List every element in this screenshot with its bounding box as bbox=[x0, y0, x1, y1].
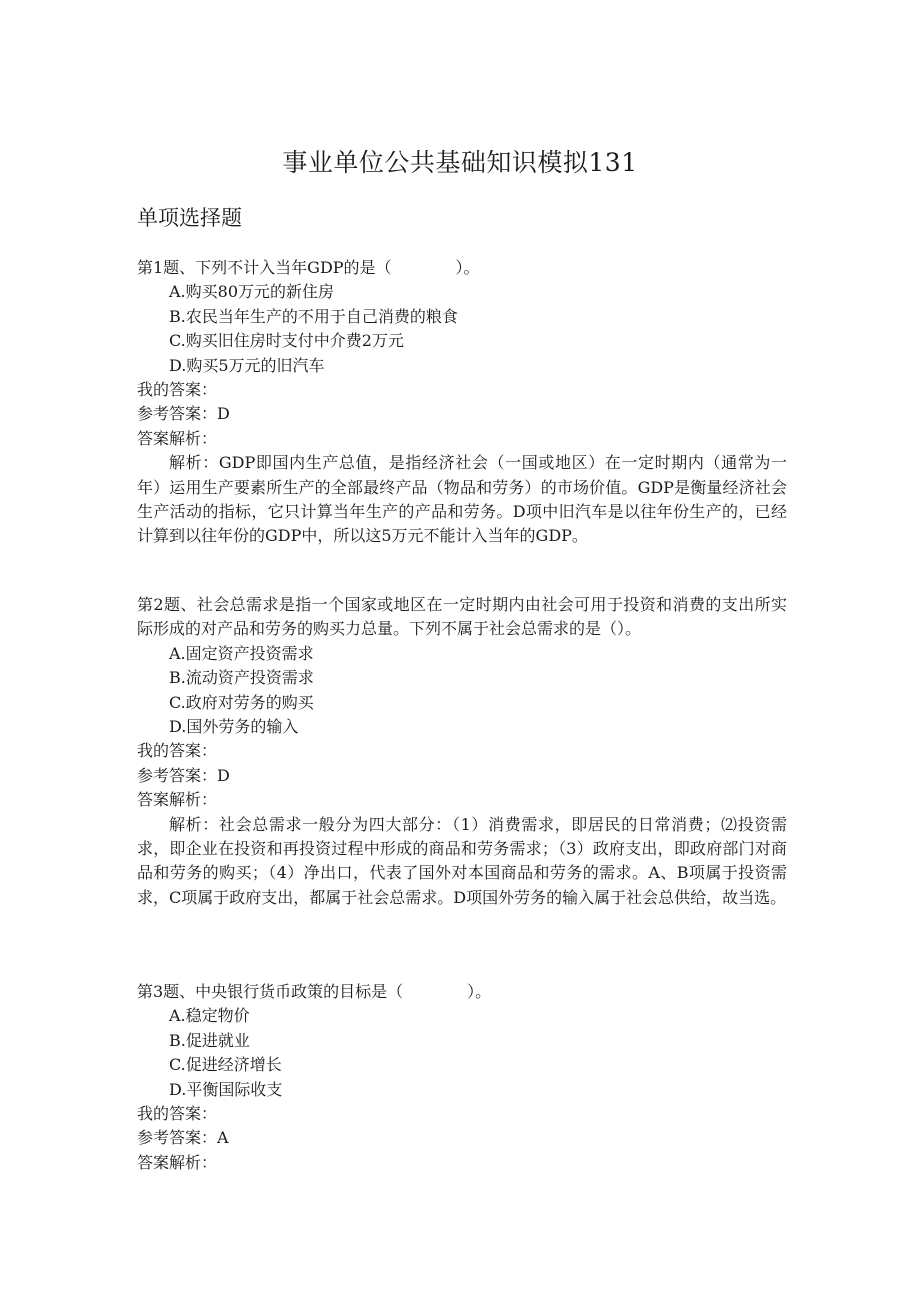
page-title: 事业单位公共基础知识模拟131 bbox=[282, 148, 638, 177]
option-a: A.固定资产投资需求 bbox=[169, 643, 314, 663]
question-block bbox=[137, 980, 787, 1175]
my-answer: 我的答案： bbox=[137, 380, 218, 400]
question-stem: 第2题、社会总需求是指一个国家或地区在一定时期内由社会可用于投资和消费的支出所实际形成的对产品和劳务的购买力总量。下列不属于社会总需求的是（）。 bbox=[137, 595, 787, 639]
option-c: C.促进经济增长 bbox=[169, 1055, 282, 1075]
section-heading: 单项选择题 bbox=[137, 206, 242, 230]
question-block bbox=[137, 593, 787, 910]
reference-answer: 参考答案：A bbox=[137, 1128, 229, 1148]
option-b: B.农民当年生产的不用于自己消费的粮食 bbox=[169, 306, 458, 326]
option-a: A.购买80万元的新住房 bbox=[169, 282, 335, 302]
my-answer: 我的答案： bbox=[137, 741, 218, 761]
question-stem: 第3题、中央银行货币政策的目标是（ ）。 bbox=[137, 982, 492, 1001]
question-block bbox=[137, 256, 787, 549]
option-b: B.促进就业 bbox=[169, 1030, 250, 1050]
option-c: C.购买旧住房时支付中介费2万元 bbox=[169, 331, 404, 351]
explanation-text: 解析：社会总需求一般分为四大部分：（1）消费需求，即居民的日常消费；⑵投资需求，即企业在投资和再投资过程中形成的商品和劳务需求；（3）政府支出，即政府部门对商品和劳务的购买；（4）净出口，代表了国外对本国商品和劳务的需求。A、B项属于投资需求，C项属于政府支出，都属于社会总需求。D项国外劳务的输入属于社会总供给，故当选。 bbox=[137, 814, 787, 907]
explanation-label: 答案解析： bbox=[137, 790, 218, 810]
my-answer: 我的答案： bbox=[137, 1104, 218, 1124]
option-b: B.流动资产投资需求 bbox=[169, 668, 314, 688]
explanation-label: 答案解析： bbox=[137, 428, 218, 448]
option-d: D.平衡国际收支 bbox=[169, 1079, 283, 1099]
explanation-text: 解析：GDP即国内生产总值，是指经济社会（一国或地区）在一定时期内（通常为一年）运用生产要素所生产的全部最终产品（物品和劳务）的市场价值。GDP是衡量经济社会生产活动的指标，它只计算当年生产的产品和劳务。D项中旧汽车是以往年份生产的，已经计算到以往年份的GDP中，所以这5万元不能计入当年的GDP。 bbox=[137, 453, 787, 546]
explanation-label: 答案解析： bbox=[137, 1152, 218, 1172]
option-d: D.购买5万元的旧汽车 bbox=[169, 355, 325, 375]
option-c: C.政府对劳务的购买 bbox=[169, 692, 314, 712]
reference-answer: 参考答案：D bbox=[137, 765, 230, 785]
question-stem: 第1题、下列不计入当年GDP的是（ ）。 bbox=[137, 258, 480, 277]
option-a: A.稳定物价 bbox=[169, 1006, 250, 1026]
option-d: D.国外劳务的输入 bbox=[169, 717, 299, 737]
reference-answer: 参考答案：D bbox=[137, 404, 230, 424]
